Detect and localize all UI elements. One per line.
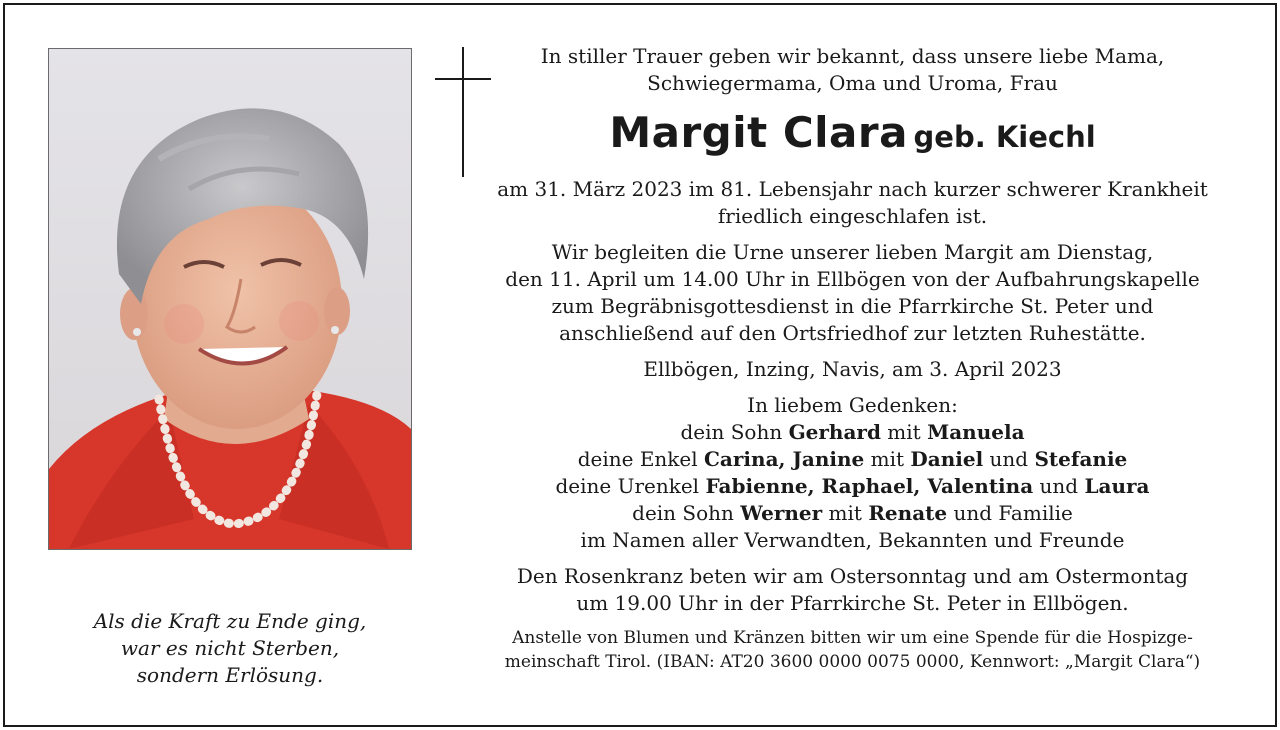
rosary-info <box>465 563 1240 617</box>
intro-line: Schwiegermama, Oma und Uroma, Frau <box>647 71 1058 95</box>
place-date <box>465 356 1240 383</box>
mourners-heading: In liebem Gedenken: <box>747 393 958 417</box>
notice-text <box>465 43 1240 674</box>
place-date-line: Ellbögen, Inzing, Navis, am 3. April 2023 <box>643 357 1062 381</box>
donation-line: meinschaft Tirol. (IBAN: AT20 3600 0000 0075 0000, Kennwort: „Margit Clara“) <box>504 652 1201 672</box>
quote-line: sondern Erlösung. <box>136 663 324 687</box>
mourner-line: dein Sohn Gerhard mit Manuela <box>680 420 1025 444</box>
quote-line: war es nicht Sterben, <box>120 636 340 660</box>
donation-request <box>465 626 1240 674</box>
funeral-line: Wir begleiten die Urne unserer lieben Margit am Dienstag, <box>551 240 1154 264</box>
funeral-line: anschließend auf den Ortsfriedhof zur letzten Ruhestätte. <box>559 321 1146 345</box>
death-line: friedlich eingeschlafen ist. <box>717 204 988 228</box>
obituary-notice <box>3 3 1277 727</box>
mourner-line: deine Enkel Carina, Janine mit Daniel und Stefanie <box>577 447 1128 471</box>
rosary-line: Den Rosenkranz beten wir am Ostersonntag und am Ostermontag <box>516 564 1189 588</box>
deceased-birth-name: geb. Kiechl <box>913 120 1096 154</box>
mourner-line: deine Urenkel Fabienne, Raphael, Valentina und Laura <box>555 474 1150 498</box>
portrait-illustration <box>49 49 411 549</box>
intro-line: In stiller Trauer geben wir bekannt, dass unsere liebe Mama, <box>540 44 1165 68</box>
funeral-line: den 11. April um 14.00 Uhr in Ellbögen von der Aufbahrungskapelle <box>505 267 1200 291</box>
deceased-full-name: Margit Clara <box>609 108 908 157</box>
memorial-quote <box>35 608 425 689</box>
quote-line: Als die Kraft zu Ende ging, <box>93 609 367 633</box>
portrait-photo <box>48 48 412 550</box>
mourners-list <box>465 392 1240 554</box>
death-statement <box>465 176 1240 230</box>
funeral-details <box>465 239 1240 347</box>
mourner-line: dein Sohn Werner mit Renate und Familie <box>632 501 1073 525</box>
intro-block <box>465 43 1240 97</box>
deceased-name <box>465 105 1240 170</box>
death-line: am 31. März 2023 im 81. Lebensjahr nach kurzer schwerer Krankheit <box>497 177 1208 201</box>
funeral-line: zum Begräbnisgottesdienst in die Pfarrkirche St. Peter und <box>551 294 1154 318</box>
mourner-line: im Namen aller Verwandten, Bekannten und Freunde <box>580 528 1125 552</box>
donation-line: Anstelle von Blumen und Kränzen bitten wir um eine Spende für die Hospizge- <box>512 628 1193 648</box>
rosary-line: um 19.00 Uhr in der Pfarrkirche St. Peter in Ellbögen. <box>576 591 1129 615</box>
